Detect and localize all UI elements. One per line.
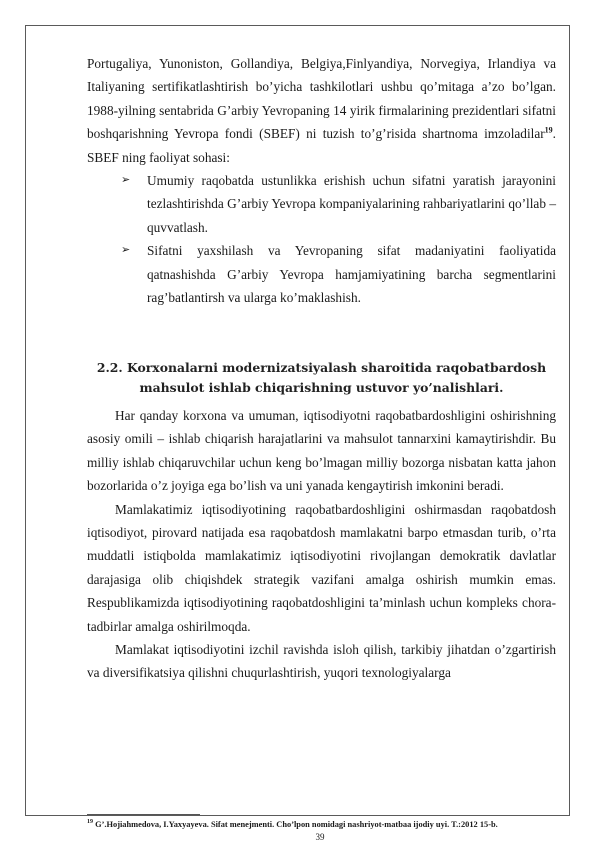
para1-tail: . SBEF ning faoliyat sohasi: (87, 126, 556, 165)
footnote-ref[interactable]: 19 (544, 125, 553, 135)
page-number: 39 (315, 832, 325, 842)
para1-text: Portugaliya, Yunoniston, Gollandiya, Belgiya,Finlyandiya, Norvegiya, Irlandiya va Italiyaning sertifikatlashtirish bo’yicha tashkilotlari ushbu qo’mitaga a’zo bo’lgan. 1988-yilning sentabrida G’arbiy Yevropaning 14 yirik firmalarining prezidentlari sifatni boshqarishning Yevropa fondi (SBEF) ni tuzish to’g’risida shartnoma imzoladilar (87, 56, 556, 142)
arrow-bullet-icon: ➢ (121, 174, 131, 186)
arrow-bullet-icon: ➢ (121, 244, 131, 257)
bullet-list (87, 169, 556, 309)
paragraph: Mamlakat iqtisodiyotini izchil ravishda isloh qilish, tarkibiy jihatdan o’zgartirish va diversifikatsiya qilishni chuqurlashtirish, yuqori texnologiyalarga (87, 642, 556, 681)
heading-line-1: 2.2. Korxonalarni modernizatsiyalash sharoitida raqobatbardosh (96, 360, 547, 375)
list-item (87, 169, 556, 239)
list-item-text: Umumiy raqobatda ustunlikka erishish uchun sifatni yaratish jarayonini tezlashtirishda G’arbiy Yevropa kompaniyalarining rahbariyatlarini qo’llab – quvvatlash. (147, 173, 556, 235)
list-item-text: Sifatni yaxshilash va Yevropaning sifat madaniyatini faoliyatida qatnashishda G’arbiy Yevropa hamjamiyatining barcha segmentlarini rag’batlantirsh va ularga ko’maklashish. (147, 243, 556, 306)
heading-line-2: mahsulot ishlab chiqarishning ustuvor yo’nalishlari. (139, 380, 504, 395)
paragraph: Har qanday korxona va umuman, iqtisodiyotni raqobatbardoshligini oshirishning asosiy omili – ishlab chiqarish harajatlarini va mahsulot tannarxini kamaytirishdir. Bu milliy ishlab chiqaruvchilar uchun keng bo’lmagan milliy bozorga nisbatan katta jahon bozorlarida o’z joyiga ega bo’lish va uni yanada kengaytirish imkonini beradi. (87, 408, 556, 494)
body-paragraphs (87, 404, 556, 685)
paragraph-continuation (87, 52, 556, 169)
list-item (87, 239, 556, 309)
footnote-number: 19 (87, 819, 93, 826)
footnote-divider (87, 814, 200, 815)
footnote (87, 819, 567, 830)
paragraph: Mamlakatimiz iqtisodiyotining raqobatbardoshligini oshirmasdan raqobatdosh iqtisodiyot, pirovard natijada esa raqobatdosh mamlakatni barpo etmasdan turib, o’rta muddatli istiqbolda mamlakatimiz iqtisodiyotini rivojlangan demokratik davlatlar darajasiga olib chiqishdek strategik vazifani amalga oshirish mumkin emas. Respublikamizda iqtisodiyotining raqobatdoshligini ta’minlash uchun kompleks chora-tadbirlar amalga oshirilmoqda. (87, 501, 556, 634)
section-heading (87, 358, 556, 398)
footnote-text: G’.Hojiahmedova, I.Yaxyayeva. Sifat menejmenti. Cho’lpon nomidagi nashriyot-matbaa ijodiy uyi. T.:2012 15-b. (93, 820, 498, 829)
